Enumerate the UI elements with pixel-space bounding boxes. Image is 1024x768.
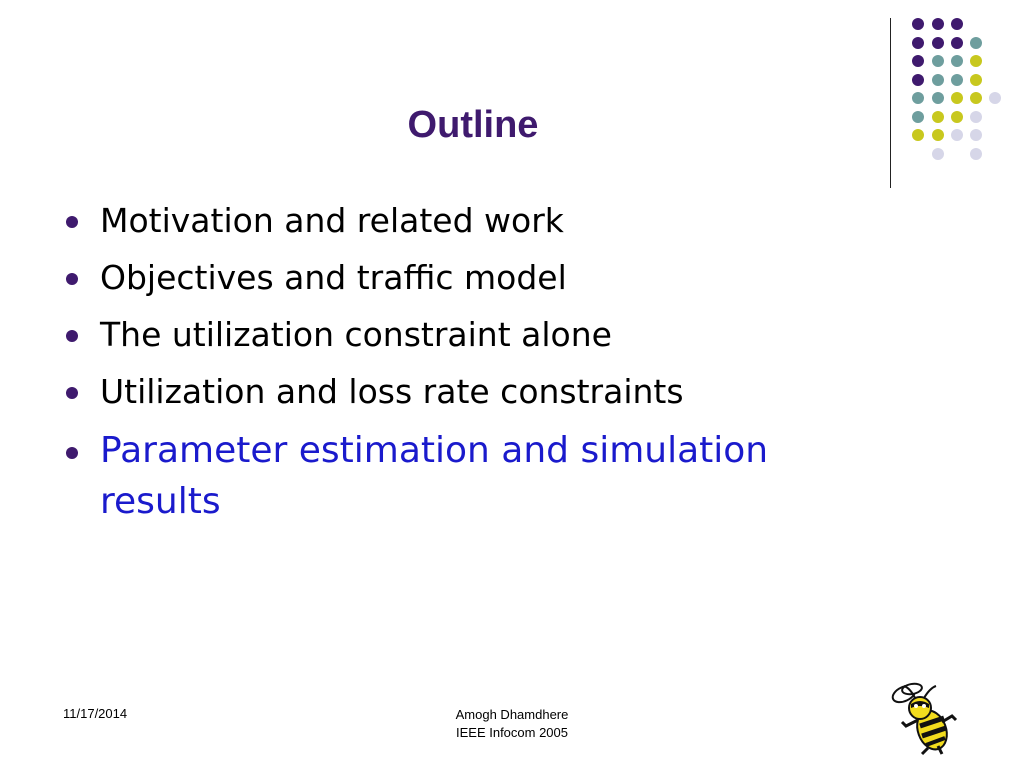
outline-item-text: The utilization constraint alone bbox=[100, 315, 612, 354]
footer-author: Amogh Dhamdhere bbox=[455, 707, 569, 722]
deco-dot bbox=[912, 74, 924, 86]
deco-dot bbox=[970, 74, 982, 86]
outline-list bbox=[60, 192, 850, 527]
deco-dot bbox=[951, 92, 963, 104]
bullet-icon bbox=[66, 447, 78, 459]
deco-dot bbox=[951, 74, 963, 86]
deco-dot bbox=[912, 129, 924, 141]
outline-item bbox=[60, 306, 850, 363]
deco-dot bbox=[912, 37, 924, 49]
deco-dot bbox=[932, 55, 944, 67]
deco-dot bbox=[912, 111, 924, 123]
bullet-icon bbox=[66, 273, 78, 285]
deco-dot bbox=[932, 148, 944, 160]
decorative-dot-grid bbox=[904, 14, 1004, 164]
deco-dot bbox=[989, 92, 1001, 104]
deco-dot bbox=[970, 55, 982, 67]
deco-dot bbox=[932, 111, 944, 123]
outline-item-text: Utilization and loss rate constraints bbox=[100, 372, 684, 411]
yellow-jacket-mascot-icon bbox=[890, 680, 960, 756]
deco-dot bbox=[951, 111, 963, 123]
footer-credits bbox=[412, 706, 612, 742]
bullet-icon bbox=[66, 387, 78, 399]
outline-item-text: Parameter estimation and simulation results bbox=[100, 430, 769, 522]
deco-dot bbox=[970, 148, 982, 160]
footer-venue: IEEE Infocom 2005 bbox=[455, 725, 568, 740]
deco-dot bbox=[912, 55, 924, 67]
outline-item-current bbox=[60, 425, 850, 527]
bullet-icon bbox=[66, 330, 78, 342]
deco-dot bbox=[932, 92, 944, 104]
bullet-icon bbox=[66, 216, 78, 228]
deco-dot bbox=[970, 92, 982, 104]
vertical-divider bbox=[890, 18, 891, 188]
outline-item-text: Objectives and traffic model bbox=[100, 258, 567, 297]
footer-date: 11/17/2014 bbox=[63, 706, 128, 721]
deco-dot bbox=[951, 37, 963, 49]
outline-item bbox=[60, 363, 850, 420]
deco-dot bbox=[932, 18, 944, 30]
slide-title: Outline bbox=[407, 104, 539, 146]
deco-dot bbox=[912, 92, 924, 104]
deco-dot bbox=[951, 55, 963, 67]
deco-dot bbox=[912, 18, 924, 30]
deco-dot bbox=[970, 129, 982, 141]
outline-item bbox=[60, 192, 850, 249]
deco-dot bbox=[970, 111, 982, 123]
deco-dot bbox=[951, 129, 963, 141]
deco-dot bbox=[970, 37, 982, 49]
outline-item-text: Motivation and related work bbox=[100, 201, 564, 240]
outline-item bbox=[60, 249, 850, 306]
deco-dot bbox=[951, 18, 963, 30]
deco-dot bbox=[932, 74, 944, 86]
deco-dot bbox=[932, 129, 944, 141]
deco-dot bbox=[932, 37, 944, 49]
